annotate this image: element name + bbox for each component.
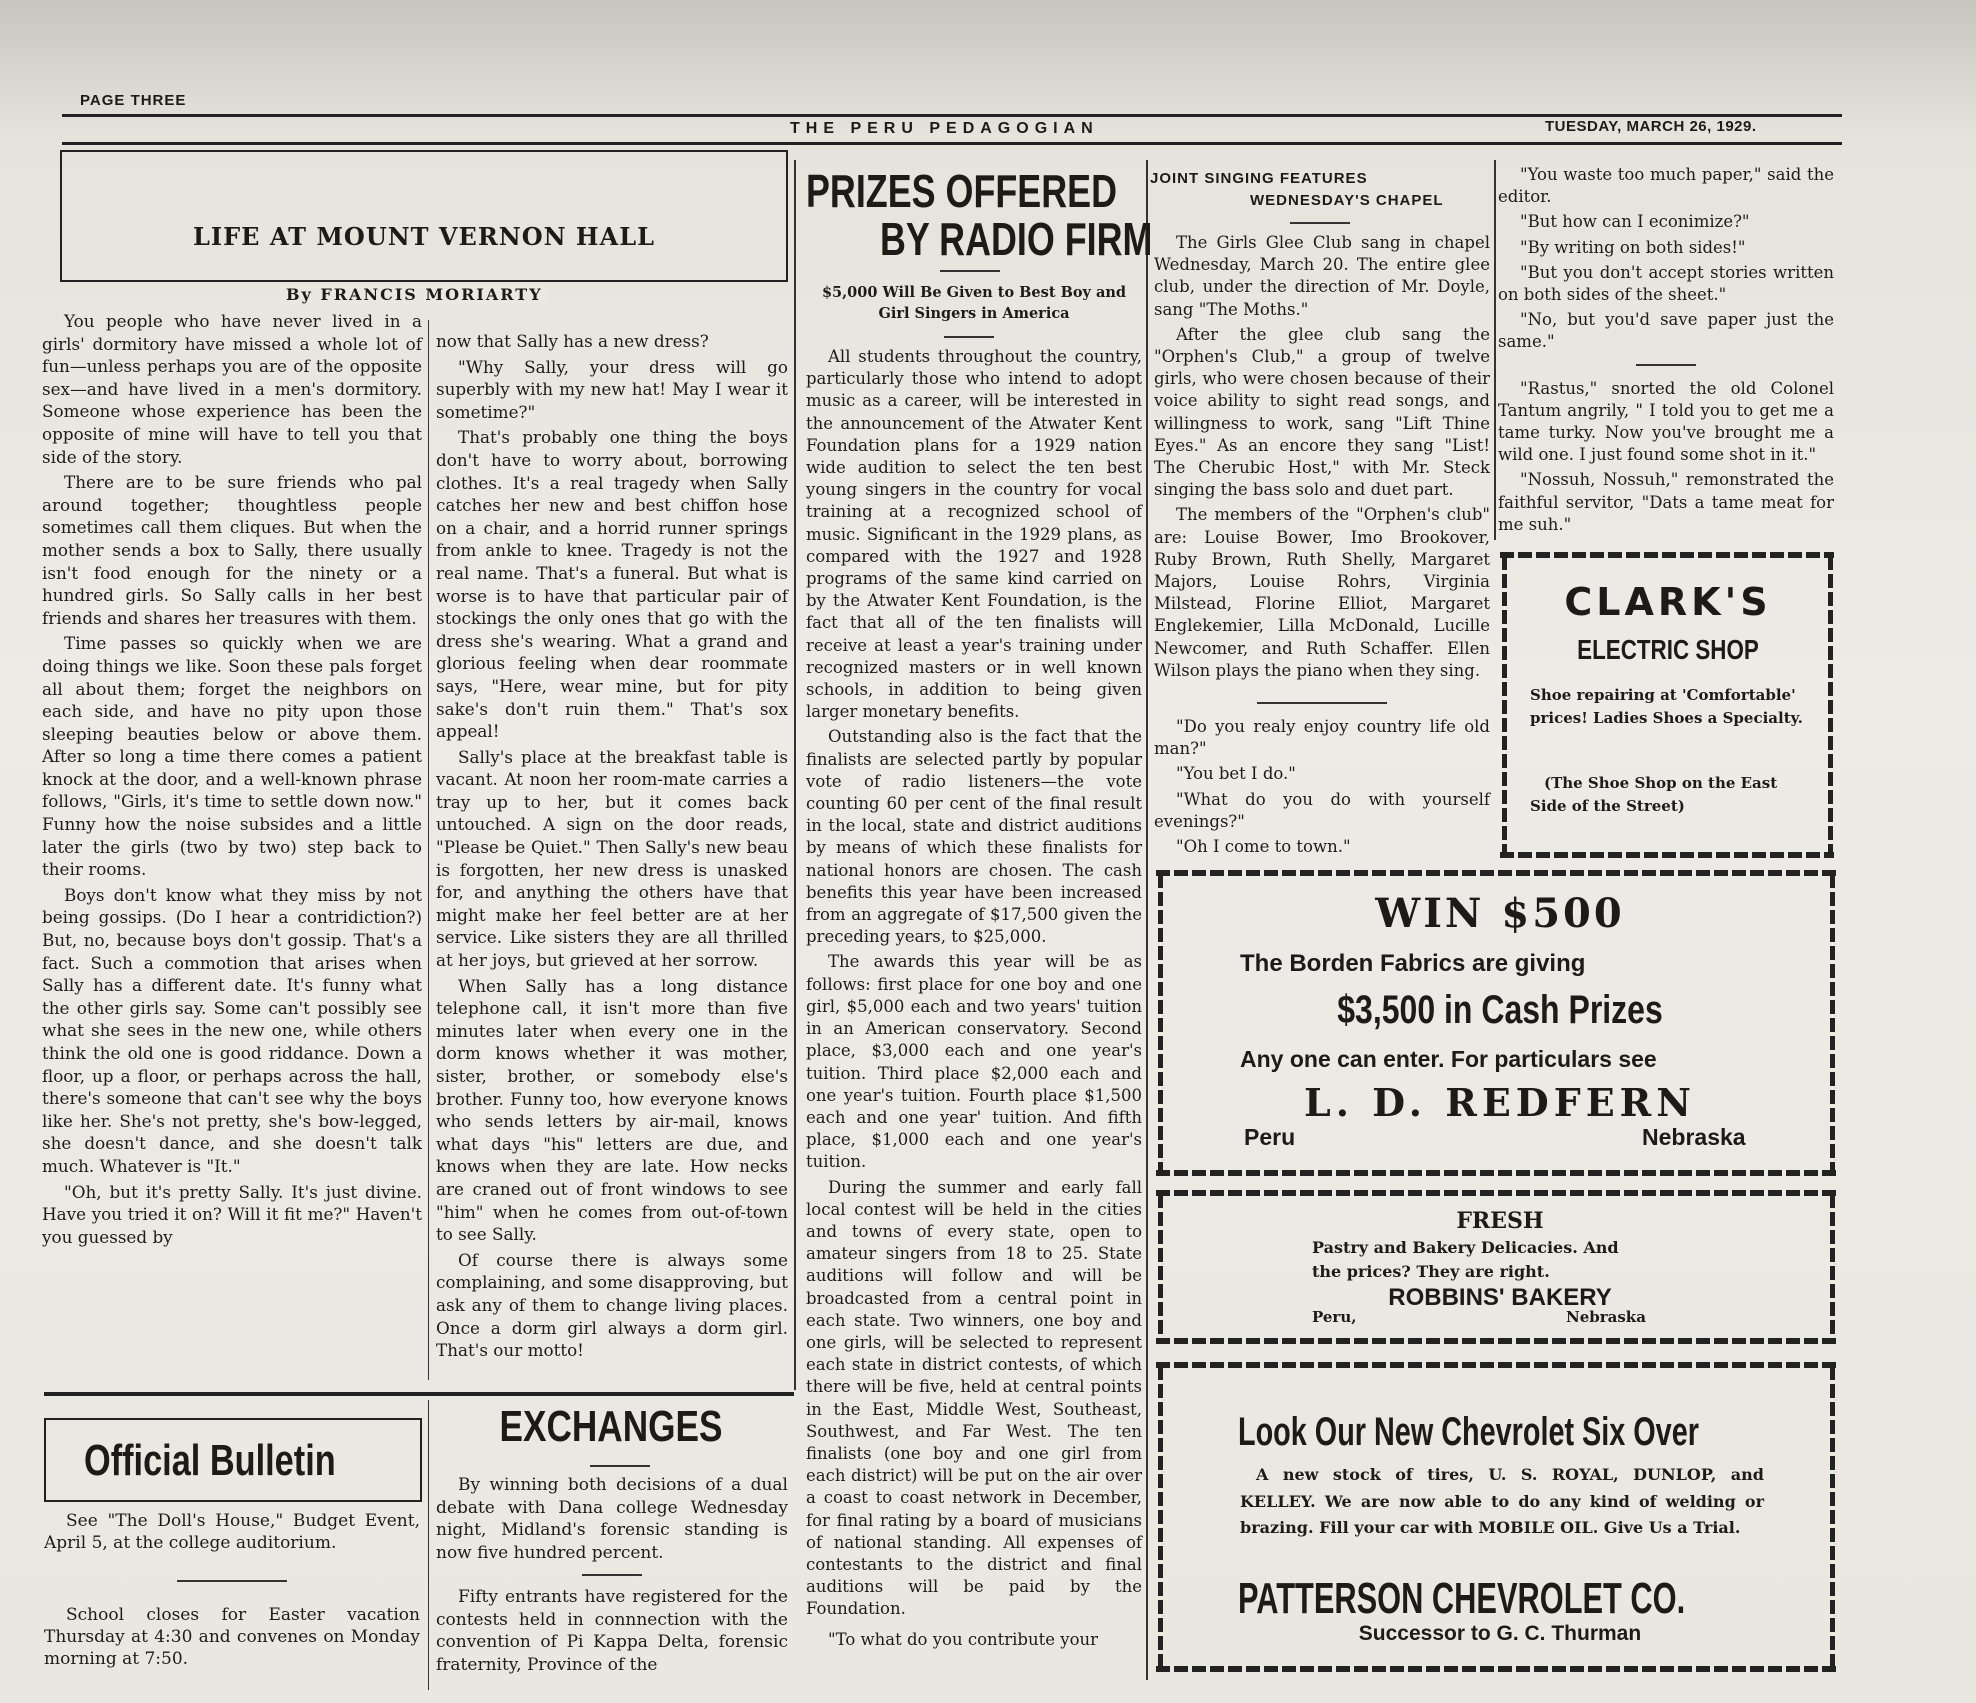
article-paragraph: Sally's place at the breakfast table is vacant. At noon her room-mate carries a tray up to her, but it comes back untouched. A sign on the door reads, "Please be Quiet." Then Sally's new beau is forgotten, her new dress is unasked for, and anything the others have that might make her feel better are at her service. Like sisters they are all thrilled at her joys, but grieved at her sorrow. bbox=[436, 746, 788, 971]
singing-title-line2: WEDNESDAY'S CHAPEL bbox=[1250, 192, 1444, 209]
bakery-border-left bbox=[1158, 1194, 1163, 1342]
chevrolet-sub: Successor to G. C. Thurman bbox=[1358, 1622, 1642, 1645]
chevrolet-border-top bbox=[1156, 1362, 1836, 1368]
borden-border-bottom bbox=[1156, 1170, 1836, 1176]
column-divider-1 bbox=[794, 160, 796, 1390]
chevrolet-border-bottom bbox=[1156, 1666, 1836, 1672]
borden-line2: $3,500 in Cash Prizes bbox=[1337, 988, 1663, 1032]
article-paragraph: That's probably one thing the boys don't have to worry about, borrowing clothes. It's a real tragedy when Sally catches her new and best chiffon hose on a chair, and a horrid runner springs from ankle to knee. Tragedy is not the real name. That's a funeral. But what is worse is to have that particular pair of stockings the only ones that go with the dress she's wearing. What a grand and glorious feeling when dear roommate says, "Here, wear mine, but for pity sake's don't ruin them." That's sox appeal! bbox=[436, 427, 788, 742]
prizes-rule bbox=[940, 270, 1000, 272]
clarks-sub: ELECTRIC SHOP bbox=[1577, 634, 1759, 665]
masthead-rule-bottom bbox=[62, 142, 1842, 145]
joke-line: "Nossuh, Nossuh," remonstrated the faithful servitor, "Dats a tame meat for me suh." bbox=[1498, 470, 1834, 534]
bakery-headline: FRESH bbox=[1456, 1208, 1544, 1234]
article-paragraph: All students throughout the country, particularly those who intend to adopt music as a career, will be interested in the announcement of the Atwater Kent Foundation plans for a 1929 nation wide audition to select the ten best young singers in the country for vocal training at a recognized school of music. Significant in the 1929 plans, as compared with the 1927 and 1928 programs of the same kind carried on by the Atwater Kent Foundation, is the fact that all of the ten finalists will receive at least a year's training under recognized masters or in well known schools, in addition to being given larger monetary benefits. bbox=[806, 347, 1142, 722]
prizes-subhead: $5,000 Will Be Given to Best Boy and Girl Singers in America bbox=[821, 284, 1127, 322]
exchanges-separator bbox=[582, 1574, 642, 1576]
clarks-border-bottom bbox=[1500, 852, 1834, 858]
mount-vernon-title: LIFE AT MOUNT VERNON HALL bbox=[193, 222, 655, 251]
article-paragraph: "Why Sally, your dress will go superbly with my new hat! May I wear it sometime?" bbox=[436, 356, 788, 422]
chevrolet-name: PATTERSON CHEVROLET CO. bbox=[1238, 1574, 1686, 1623]
exchanges-title: EXCHANGES bbox=[499, 1402, 723, 1451]
section-rule-bottom-left bbox=[44, 1392, 794, 1396]
joke-line: "But you don't accept stories written on both sides of the sheet." bbox=[1498, 262, 1834, 305]
chevrolet-border-right bbox=[1830, 1366, 1835, 1670]
joke-line: "You waste too much paper," said the editor. bbox=[1498, 165, 1834, 207]
borden-border-left bbox=[1158, 874, 1163, 1174]
article-paragraph: "Oh, but it's pretty Sally. It's just divine. Have you tried it on? Will it fit me?" Haven't you guessed by bbox=[42, 1181, 422, 1247]
joke-line: "What do you do with yourself evenings?" bbox=[1154, 789, 1490, 831]
mount-vernon-col2 bbox=[436, 330, 788, 1365]
mount-vernon-byline: By FRANCIS MORIARTY bbox=[280, 285, 549, 304]
clarks-note: (The Shoe Shop on the East Side of the Street) bbox=[1530, 774, 1778, 815]
article-paragraph: There are to be sure friends who pal around together; thoughtless people sometimes call them cliques. But when the mother sends a box to Sally, there usually isn't food enough for the ninety or a hundred girls. So Sally calls in her best friends and shares her treasures with them. bbox=[42, 472, 422, 628]
clarks-name: CLARK'S bbox=[1564, 580, 1772, 624]
article-paragraph: You people who have never lived in a girls' dormitory have missed a whole lot of fun—unless perhaps you are of the opposite sex—and have lived in a men's dormitory. Someone whose experience has been the opposite of mine will have to tell you that side of the story. bbox=[42, 311, 422, 467]
borden-state: Nebraska bbox=[1642, 1124, 1746, 1150]
joke-line: "You bet I do." bbox=[1176, 764, 1296, 784]
chevrolet-headline: Look Our New Chevrolet Six Over bbox=[1238, 1410, 1699, 1454]
article-paragraph: When Sally has a long distance telephone call, it isn't more than five minutes later when every one in the dorm knows whether it was mother, sister, brother, or somebody else's brother. Funny too, how everyone knows who sends letters by air-mail, knows what days "his" letters are due, and knows when they are late. How necks are craned out of front windows to see "him" when he comes from out-of-town to see Sally. bbox=[436, 975, 788, 1245]
borden-city: Peru bbox=[1244, 1124, 1296, 1150]
article-paragraph: The members of the "Orphen's club" are: Louise Bower, Imo Brookover, Ruby Brown, Ruth Shelly, Margaret Majors, Louise Rohrs, Virginia Milstead, Florine Elliot, Margaret Englekemier, Lilla McDonald, Lucille Newcomer, and Ruth Schaffer. Ellen Wilson plays the piano when they sing. bbox=[1154, 505, 1490, 680]
bakery-border-top bbox=[1156, 1190, 1836, 1196]
bakery-state: Nebraska bbox=[1566, 1308, 1646, 1326]
bakery-city: Peru, bbox=[1312, 1308, 1357, 1326]
inner-divider-mv bbox=[428, 320, 429, 1380]
bakery-border-right bbox=[1830, 1194, 1835, 1342]
jokes-right bbox=[1498, 164, 1834, 539]
joke-line: "No, but you'd save paper just the same." bbox=[1498, 310, 1834, 352]
clarks-border-top bbox=[1500, 552, 1834, 558]
singing-body bbox=[1154, 232, 1490, 861]
bakery-name: ROBBINS' BAKERY bbox=[1388, 1284, 1612, 1311]
bulletin-title-box bbox=[44, 1418, 422, 1502]
mount-vernon-col1 bbox=[42, 310, 422, 1251]
clarks-border-right bbox=[1828, 556, 1833, 856]
bakery-border-bottom bbox=[1156, 1338, 1836, 1344]
prizes-body bbox=[806, 346, 1142, 1654]
masthead-rule-top bbox=[62, 114, 1842, 117]
exchanges-item: Fifty entrants have registered for the contests held in connnection with the convention of Pi Kappa Delta, forensic fraternity, Province of the bbox=[436, 1587, 788, 1675]
issue-date: TUESDAY, MARCH 26, 1929. bbox=[1545, 118, 1757, 135]
bulletin-separator bbox=[177, 1580, 287, 1582]
joke-line: "But how can I econimize?" bbox=[1520, 212, 1750, 232]
article-paragraph: Of course there is always some complaining, and some disapproving, but ask any of them to change living places. Once a dorm girl always a dorm girl. That's our motto! bbox=[436, 1249, 788, 1361]
singing-separator bbox=[1257, 702, 1387, 704]
bulletin-item: See "The Doll's House," Budget Event, April 5, at the college auditorium. bbox=[44, 1511, 420, 1553]
prizes-rule-2 bbox=[944, 336, 994, 338]
bulletin-body bbox=[44, 1510, 420, 1673]
prizes-title-line2: BY RADIO FIRM bbox=[880, 213, 1153, 265]
article-paragraph: The awards this year will be as follows: first place for one boy and one girl, $5,000 each and two years' tuition in an American conservatory. Second place, $3,000 each and one year's tuition. Third place $2,000 each and one year's tuition. Fourth place $1,500 each and one year' tuition. And fifth place, $1,000 each and one year's tuition. bbox=[806, 952, 1142, 1172]
article-paragraph: now that Sally has a new dress? bbox=[436, 331, 709, 351]
article-paragraph: During the summer and early fall local contest will be held in the cities and towns of every state, open to amateur singers from 18 to 25. State auditions will follow and will be broadcasted from a central point in each state. Two winners, one boy and one girls, will be selected to represent each state in district contests, of which there will be five, held at central points in the East, Middle West, Southeast, Southwest, and Far West. The ten finalists (one boy and one girl from each district) will be put on the air over a coast to coast network in December, for final rating by a board of musicians of national standing. All expenses of contestants to the district and final auditions will be paid by the Foundation. bbox=[806, 1177, 1142, 1619]
article-paragraph: Boys don't know what they miss by not being gossips. (Do I hear a contridiction?) But, no, because boys don't gossip. That's a fact. Such a commotion that arises when Sally has a different date. It's funny what the other girls say. Some can't possibly see what she sees in the new one, while others think the old one is good riddance. Down a floor, up a floor, or perhaps across the hall, there's someone that can't see why the boys like her. She's not pretty, she's bow-legged, she doesn't dance, and she doesn't talk much. Whatever is "It." bbox=[42, 884, 422, 1176]
column-divider-2 bbox=[1146, 160, 1148, 1680]
singing-title-line1: JOINT SINGING FEATURES bbox=[1150, 170, 1368, 187]
article-paragraph: After the glee club sang the "Orphen's Club," a group of twelve girls, who were chosen because of their voice ability to sight read songs, and willingness to work, sang "Lift Thine Eyes." As an encore they sang "List! The Cherubic Host," with Mr. Steck singing the bass solo and duet part. bbox=[1154, 324, 1490, 500]
exchanges-item: By winning both decisions of a dual debate with Dana college Wednesday night, Midland's forensic standing is now five hundred percent. bbox=[436, 1475, 788, 1563]
joke-line: "Rastus," snorted the old Colonel Tantum angrily, " I told you to get me a tame turky. Now you've brought me a wild one. I just found some shot in it." bbox=[1498, 378, 1834, 465]
exchanges-rule bbox=[590, 1465, 650, 1467]
clarks-border-left bbox=[1502, 556, 1507, 856]
inner-divider-ex bbox=[428, 1400, 429, 1690]
borden-line3: Any one can enter. For particulars see bbox=[1240, 1046, 1657, 1072]
column-divider-3 bbox=[1494, 160, 1496, 540]
clarks-text: Shoe repairing at 'Comfortable' prices! Ladies Shoes a Specialty. bbox=[1530, 686, 1803, 727]
borden-name: L. D. REDFERN bbox=[1304, 1080, 1696, 1125]
article-paragraph: "To what do you contribute your bbox=[828, 1629, 1099, 1649]
mount-vernon-title-box bbox=[60, 150, 788, 282]
joke-line: "Do you realy enjoy country life old man?" bbox=[1154, 717, 1490, 759]
jokes-separator bbox=[1636, 364, 1696, 366]
chevrolet-text: A new stock of tires, U. S. ROYAL, DUNLOP, and KELLEY. We are now able to do any kind of welding or brazing. Fill your car with MOBILE OIL. Give Us a Trial. bbox=[1240, 1465, 1764, 1537]
borden-headline: WIN $500 bbox=[1375, 890, 1625, 937]
article-paragraph: The Girls Glee Club sang in chapel Wednesday, March 20. The entire glee club, under the direction of Mr. Doyle, sang "The Moths." bbox=[1154, 233, 1490, 319]
borden-border-top bbox=[1156, 870, 1836, 876]
prizes-title-line1: PRIZES OFFERED bbox=[806, 165, 1118, 217]
singing-rule bbox=[1290, 222, 1350, 224]
page-label: PAGE THREE bbox=[80, 92, 187, 109]
article-paragraph: Time passes so quickly when we are doing things we like. Soon these pals forget all about them; forget the neighbors on each side, and have no pity upon those sleeping beauties below or above them. After so long a time there comes a patient knock at the door, and a well-known phrase follows, "Girls, it's time to settle down now." Funny how the noise subsides and a little later the girls (two by two) step back to their rooms. bbox=[42, 633, 422, 880]
bakery-text: Pastry and Bakery Delicacies. And the prices? They are right. bbox=[1312, 1238, 1619, 1281]
bulletin-title: Official Bulletin bbox=[84, 1436, 336, 1485]
chevrolet-border-left bbox=[1158, 1366, 1163, 1670]
bulletin-item: School closes for Easter vacation Thursday at 4:30 and convenes on Monday morning at 7:50. bbox=[44, 1605, 420, 1669]
joke-line: "By writing on both sides!" bbox=[1520, 237, 1746, 257]
article-paragraph: Outstanding also is the fact that the finalists are selected partly by popular vote of radio listeners—the vote counting 60 per cent of the final result in the local, state and district auditions by means of which these finalists for national honors are chosen. The cash benefits this year have been increased from an aggregate of $17,500 given the preceding years, to $25,000. bbox=[806, 727, 1142, 947]
exchanges-body bbox=[436, 1474, 788, 1679]
paper-name: THE PERU PEDAGOGIAN bbox=[790, 120, 1099, 137]
joke-line: "Oh I come to town." bbox=[1176, 837, 1351, 857]
borden-line1: The Borden Fabrics are giving bbox=[1240, 950, 1586, 977]
borden-border-right bbox=[1830, 874, 1835, 1174]
